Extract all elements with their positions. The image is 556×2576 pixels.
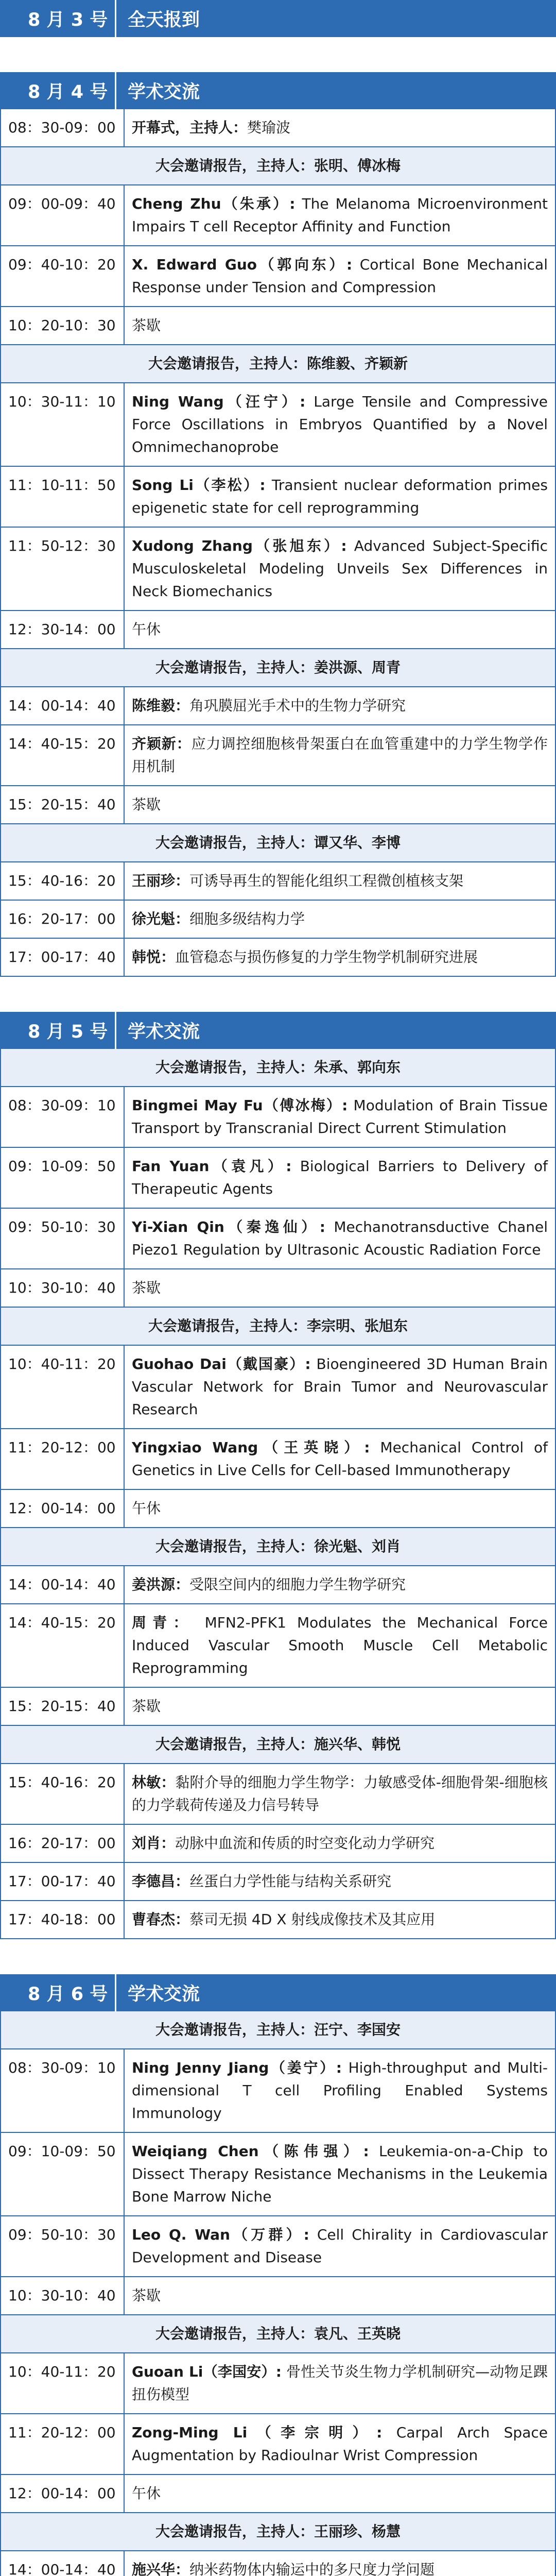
session-chair-row: 大会邀请报告，主持人：徐光魁、刘肖	[1, 1527, 555, 1565]
speaker-name: 周青：	[132, 1614, 194, 1631]
day-header	[0, 1012, 556, 1049]
schedule-row	[1, 2352, 555, 2413]
talk-title: 黏附介导的细胞力学生物学：力敏感受体-细胞骨架-细胞核的力学载荷传递及力信号转导	[132, 1774, 548, 1814]
talk-title: Transient nuclear deformation primes epigenetic state for cell reprogramming	[132, 477, 548, 516]
talk-title: 应力调控细胞核骨架蛋白在血管重建中的力学生物学作用机制	[132, 735, 548, 775]
talk-content	[125, 528, 555, 610]
talk-title: Modulation of Brain Tissue Transport by Transcranial Direct Current Stimulation	[132, 1097, 548, 1137]
talk-title: 午休	[132, 1500, 161, 1517]
talk-content	[125, 467, 555, 527]
talk-title: Mechanical Control of Genetics in Live Cells for Cell-based Immunotherapy	[132, 1439, 548, 1479]
schedule-row	[1, 785, 555, 823]
schedule-table	[0, 109, 556, 977]
talk-title: Bioengineered 3D Human Brain Vascular Network for Brain Tumor and Neurovascular Research	[132, 1355, 548, 1418]
schedule-row	[1, 1428, 555, 1489]
schedule-row	[1, 900, 555, 938]
speaker-name: Zong-Ming Li（李宗明）:	[132, 2424, 383, 2441]
talk-title: Carpal Arch Space Augmentation by Radioulnar Wrist Compression	[132, 2424, 548, 2464]
schedule-row	[1, 610, 555, 648]
session-chair-row: 大会邀请报告，主持人：姜洪源、周青	[1, 648, 555, 686]
schedule-row	[1, 1687, 555, 1725]
schedule-row	[1, 382, 555, 466]
talk-title: 茶歇	[132, 1279, 161, 1296]
time-slot: 14：40-15：20	[1, 1604, 125, 1687]
session-chair-row: 大会邀请报告，主持人：袁凡、王英晓	[1, 2314, 555, 2352]
session-chair-row: 大会邀请报告，主持人：施兴华、韩悦	[1, 1725, 555, 1763]
talk-content	[125, 862, 555, 900]
talk-content	[125, 1901, 555, 1938]
schedule-row	[1, 2413, 555, 2474]
time-slot: 09：00-09：40	[1, 185, 125, 245]
speaker-name: Ning Wang（汪宁）:	[132, 393, 306, 410]
schedule-row	[1, 1900, 555, 1938]
session-chair-row: 大会邀请报告，主持人：李宗明、张旭东	[1, 1307, 555, 1345]
schedule-row	[1, 1268, 555, 1307]
speaker-name: Guohao Dai（戴国豪）:	[132, 1355, 311, 1372]
talk-content	[125, 2277, 555, 2314]
time-slot: 12：00-14：00	[1, 1490, 125, 1527]
talk-content	[125, 2133, 555, 2215]
time-slot: 15：40-16：20	[1, 862, 125, 900]
talk-content	[125, 1346, 555, 1428]
talk-title: 骨性关节炎生物力学机制研究—动物足踝扭伤模型	[132, 2363, 548, 2403]
schedule-row	[1, 2474, 555, 2512]
speaker-name: 施兴华：	[132, 2561, 190, 2576]
talk-title: Cell Chirality in Cardiovascular Development and Disease	[132, 2226, 548, 2266]
talk-content	[125, 2414, 555, 2474]
schedule-row	[1, 1489, 555, 1527]
session-chair-row: 大会邀请报告，主持人：陈维毅、齐颖新	[1, 344, 555, 382]
time-slot: 16：20-17：00	[1, 1825, 125, 1862]
talk-content	[125, 185, 555, 245]
time-slot: 15：20-15：40	[1, 1688, 125, 1725]
talk-title: Cortical Bone Mechanical Response under Tension and Compression	[132, 256, 548, 296]
speaker-name: 徐光魁：	[132, 910, 190, 927]
speaker-name: Cheng Zhu（朱承）:	[132, 195, 296, 212]
speaker-name: Yingxiao Wang（王英晓）:	[132, 1439, 370, 1456]
day-section	[0, 72, 556, 977]
schedule-row	[1, 109, 555, 146]
talk-title: 茶歇	[132, 317, 161, 334]
talk-content	[125, 725, 555, 785]
talk-content	[125, 1825, 555, 1862]
talk-content	[125, 2353, 555, 2413]
speaker-name: Leo Q. Wan（万群）:	[132, 2226, 309, 2243]
schedule-table	[0, 1049, 556, 1939]
schedule-row	[1, 686, 555, 724]
talk-content	[125, 2049, 555, 2132]
schedule-row	[1, 1763, 555, 1824]
session-chair-row: 大会邀请报告，主持人：朱承、郭向东	[1, 1049, 555, 1086]
talk-content	[125, 1087, 555, 1147]
talk-content	[125, 901, 555, 938]
day-date: 8 月 5 号	[0, 1012, 116, 1049]
talk-content	[125, 2216, 555, 2276]
day-title: 学术交流	[128, 82, 200, 103]
talk-title: 丝蛋白力学性能与结构关系研究	[189, 1873, 392, 1890]
time-slot: 08：30-09：00	[1, 109, 125, 146]
speaker-name: Weiqiang Chen（陈伟强）:	[132, 2143, 369, 2160]
talk-content	[125, 2475, 555, 2512]
talk-title: 受限空间内的细胞力学生物学研究	[189, 1576, 406, 1593]
time-slot: 15：40-16：20	[1, 1764, 125, 1824]
day-section	[0, 0, 556, 37]
talk-title: MFN2-PFK1 Modulates the Mechanical Force Induced Vascular Smooth Muscle Cell Metabolic Reprogramming	[132, 1614, 548, 1676]
time-slot: 14：00-14：40	[1, 1566, 125, 1603]
talk-title: High-throughput and Multi-dimensional T cell Profiling Enabled Systems Immunology	[132, 2059, 548, 2122]
day-section	[0, 1012, 556, 1939]
talk-title: 茶歇	[132, 2287, 161, 2304]
talk-title: Advanced Subject-Specific Musculoskeletal Modeling Unveils Sex Differences in Neck Biomechanics	[132, 537, 548, 600]
speaker-name: 陈维毅：	[132, 697, 190, 714]
talk-content	[125, 307, 555, 344]
schedule-row	[1, 2550, 555, 2576]
speaker-name: 齐颖新：	[132, 735, 192, 752]
talk-title: 角巩膜屈光手术中的生物力学研究	[189, 697, 406, 714]
talk-title: 血管稳态与损伤修复的力学生物学机制研究进展	[175, 948, 478, 965]
session-chair-row: 大会邀请报告，主持人：谭又华、李博	[1, 823, 555, 861]
schedule-row	[1, 1824, 555, 1862]
day-header	[0, 1974, 556, 2011]
time-slot: 11：20-12：00	[1, 2414, 125, 2474]
talk-title: 纳米药物体内输运中的多尺度力学问题	[189, 2561, 435, 2576]
schedule-row	[1, 938, 555, 976]
day-header	[0, 0, 556, 37]
time-slot: 10：20-10：30	[1, 307, 125, 344]
schedule-row	[1, 2276, 555, 2314]
schedule-row	[1, 1565, 555, 1603]
schedule-row	[1, 527, 555, 610]
talk-title: The Melanoma Microenvironment Impairs T cell Receptor Affinity and Function	[132, 195, 548, 235]
time-slot: 14：40-15：20	[1, 725, 125, 785]
time-slot: 08：30-09：10	[1, 1087, 125, 1147]
schedule-row	[1, 466, 555, 527]
time-slot: 17：40-18：00	[1, 1901, 125, 1938]
time-slot: 09：10-09：50	[1, 2133, 125, 2215]
time-slot: 14：00-14：40	[1, 2551, 125, 2576]
talk-content	[125, 383, 555, 466]
day-title: 学术交流	[128, 1984, 200, 2005]
talk-content	[125, 2551, 555, 2576]
schedule-row	[1, 1862, 555, 1900]
schedule-row	[1, 184, 555, 245]
speaker-name: Yi-Xian Qin（秦逸仙）:	[132, 1218, 325, 1235]
time-slot: 10：40-11：20	[1, 1346, 125, 1428]
speaker-name: Bingmei May Fu（傅冰梅）:	[132, 1097, 348, 1114]
time-slot: 10：30-10：40	[1, 1269, 125, 1307]
time-slot: 11：20-12：00	[1, 1429, 125, 1489]
schedule-row	[1, 2132, 555, 2215]
speaker-name: Guoan Li（李国安）:	[132, 2363, 282, 2380]
talk-title: Mechanotransductive Chanel Piezo1 Regulation by Ultrasonic Acoustic Radiation Force	[132, 1218, 548, 1258]
time-slot: 12：00-14：00	[1, 2475, 125, 2512]
talk-content	[125, 1604, 555, 1687]
time-slot: 09：50-10：30	[1, 1209, 125, 1268]
talk-title: 樊瑜波	[247, 119, 291, 136]
speaker-name: 姜洪源：	[132, 1576, 190, 1593]
schedule-row	[1, 1345, 555, 1428]
time-slot: 10：30-10：40	[1, 2277, 125, 2314]
talk-title: 午休	[132, 2485, 161, 2502]
speaker-name: Ning Jenny Jiang（姜宁）:	[132, 2059, 342, 2076]
schedule-row	[1, 1147, 555, 1208]
day-title: 全天报到	[128, 10, 200, 30]
time-slot: 11：50-12：30	[1, 528, 125, 610]
schedule-row	[1, 1603, 555, 1687]
talk-title: 蔡司无损 4D X 射线成像技术及其应用	[189, 1911, 436, 1928]
talk-content	[125, 611, 555, 648]
talk-content	[125, 939, 555, 976]
schedule-row	[1, 1086, 555, 1147]
speaker-name: 林敏：	[132, 1774, 176, 1791]
speaker-name: 李德昌：	[132, 1873, 190, 1890]
time-slot: 11：10-11：50	[1, 467, 125, 527]
talk-content	[125, 1269, 555, 1307]
speaker-name: 韩悦：	[132, 948, 176, 965]
speaker-name: Song Li（李松）:	[132, 477, 266, 494]
speaker-name: Xudong Zhang（张旭东）:	[132, 537, 347, 554]
talk-content	[125, 109, 555, 146]
time-slot: 08：30-09：10	[1, 2049, 125, 2132]
time-slot: 17：00-17：40	[1, 1863, 125, 1900]
talk-content	[125, 1209, 555, 1268]
talk-content	[125, 687, 555, 724]
day-header	[0, 72, 556, 109]
talk-content	[125, 1566, 555, 1603]
time-slot: 10：40-11：20	[1, 2353, 125, 2413]
session-chair-row: 大会邀请报告，主持人：张明、傅冰梅	[1, 146, 555, 184]
talk-title: 动脉中血流和传质的时空变化动力学研究	[175, 1835, 435, 1852]
time-slot: 09：50-10：30	[1, 2216, 125, 2276]
day-date: 8 月 6 号	[0, 1974, 116, 2011]
schedule-row	[1, 2215, 555, 2276]
time-slot: 09：10-09：50	[1, 1148, 125, 1208]
time-slot: 17：00-17：40	[1, 939, 125, 976]
day-section	[0, 1974, 556, 2576]
time-slot: 09：40-10：20	[1, 246, 125, 306]
talk-content	[125, 1490, 555, 1527]
speaker-name: X. Edward Guo（郭向东）:	[132, 256, 353, 273]
talk-title: 可诱导再生的智能化组织工程微创植核支架	[189, 872, 464, 889]
talk-content	[125, 1148, 555, 1208]
talk-title: Biological Barriers to Delivery of Therapeutic Agents	[132, 1158, 548, 1197]
schedule-row	[1, 2048, 555, 2132]
talk-title: Large Tensile and Compressive Force Oscillations in Embryos Quantified by a Novel Omnimechanoprobe	[132, 393, 548, 455]
schedule-row	[1, 245, 555, 306]
talk-content	[125, 1429, 555, 1489]
time-slot: 15：20-15：40	[1, 786, 125, 823]
speaker-name: 刘肖：	[132, 1835, 176, 1852]
day-date: 8 月 4 号	[0, 72, 116, 109]
speaker-name: 王丽珍：	[132, 872, 190, 889]
talk-title: 茶歇	[132, 1698, 161, 1715]
time-slot: 12：30-14：00	[1, 611, 125, 648]
session-chair-row: 大会邀请报告，主持人：王丽珍、杨慧	[1, 2512, 555, 2550]
speaker-name: 开幕式，主持人：	[132, 119, 248, 136]
schedule-row	[1, 1208, 555, 1268]
time-slot: 14：00-14：40	[1, 687, 125, 724]
time-slot: 16：20-17：00	[1, 901, 125, 938]
time-slot: 10：30-11：10	[1, 383, 125, 466]
talk-content	[125, 1863, 555, 1900]
day-date: 8 月 3 号	[0, 0, 116, 37]
talk-title: Leukemia-on-a-Chip to Dissect Therapy Resistance Mechanisms in the Leukemia Bone Marrow Niche	[132, 2143, 548, 2205]
schedule-table	[0, 2011, 556, 2576]
talk-content	[125, 1688, 555, 1725]
talk-title: 午休	[132, 621, 161, 638]
session-chair-row: 大会邀请报告，主持人：汪宁、李国安	[1, 2011, 555, 2048]
talk-content	[125, 1764, 555, 1824]
talk-title: 茶歇	[132, 796, 161, 813]
talk-title: 细胞多级结构力学	[189, 910, 305, 927]
talk-content	[125, 786, 555, 823]
day-title: 学术交流	[128, 1022, 200, 1042]
talk-content	[125, 246, 555, 306]
schedule-row	[1, 306, 555, 344]
speaker-name: Fan Yuan（袁凡）:	[132, 1158, 292, 1175]
schedule-row	[1, 861, 555, 900]
schedule-row	[1, 724, 555, 785]
speaker-name: 曹春杰：	[132, 1911, 190, 1928]
